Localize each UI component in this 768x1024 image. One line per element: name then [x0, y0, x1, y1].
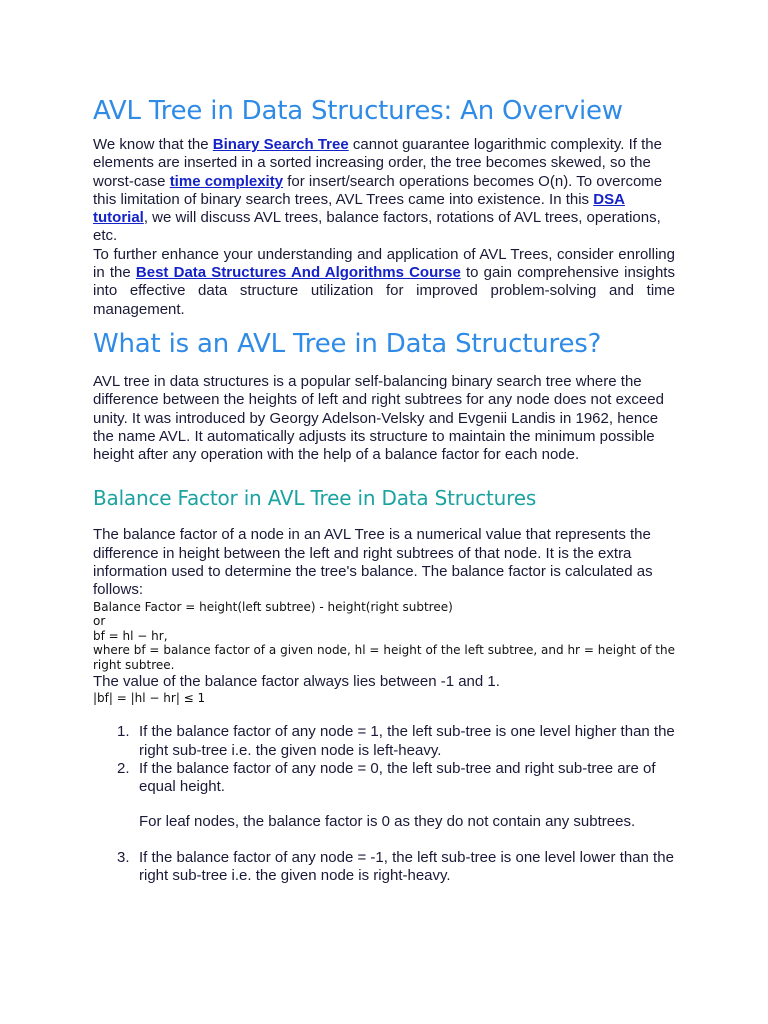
list-item: 2. If the balance factor of any node = 0, the left sub-tree and right sub-tree are of equal height. For leaf nodes, the balance factor is 0 as they do not contain any subtrees.: [93, 760, 675, 832]
formula-explanation: where bf = balance factor of a given node, hl = height of the left subtree, and hr = height of the right subtree.: [93, 643, 675, 673]
section-heading-what-is: What is an AVL Tree in Data Structures?: [93, 328, 602, 359]
dsa-course-link[interactable]: Best Data Structures And Algorithms Course: [135, 264, 461, 282]
list-subparagraph: For leaf nodes, the balance factor is 0 as they do not contain any subtrees.: [139, 813, 636, 831]
course-paragraph: To further enhance your understanding and application of AVL Trees, consider enrolling in the Best Data Structures And Algorithms Course to gain comprehensive insights into effective data structure utilization for improved problem-solving and time management.: [93, 245, 675, 318]
balance-factor-paragraph: The balance factor of a node in an AVL Tree is a numerical value that represents the difference in height between the left and right subtrees of that node. It is the extra information used to determine the tree's balance. The balance factor is calculated as follows:: [93, 526, 653, 599]
binary-search-tree-link[interactable]: Binary Search Tree: [212, 136, 349, 153]
range-formula: |bf| = |hl − hr| ≤ 1: [93, 690, 206, 705]
list-item: 3. If the balance factor of any node = -1, the left sub-tree is one level lower than the right sub-tree i.e. the given node is right-heavy.: [117, 848, 674, 884]
what-is-paragraph: AVL tree in data structures is a popular self-balancing binary search tree where the difference between the heights of left and right subtrees for any node does not exceed unity. It was introduced by Georgy Adelson-Velsky and Evgenii Landis in 1962, hence the name AVL. It automatically adjusts its structure to maintain the minimum possible height after any operation with the help of a balance factor for each node.: [93, 372, 664, 464]
range-text: The value of the balance factor always lies between -1 and 1.: [93, 672, 500, 690]
section-heading-balance-factor: Balance Factor in AVL Tree in Data Structures: [93, 486, 537, 511]
list-item: 1. If the balance factor of any node = 1, the left sub-tree is one level higher than the right sub-tree i.e. the given node is left-heavy.: [117, 723, 675, 759]
balance-factor-list: [93, 723, 675, 885]
dsa-tutorial-link[interactable]: DSA tutorial: [93, 190, 625, 227]
time-complexity-link[interactable]: time complexity: [169, 172, 284, 190]
formula-or: or: [93, 614, 106, 629]
formula-short: bf = hl − hr,: [93, 628, 168, 643]
intro-paragraph: We know that the Binary Search Tree cannot guarantee logarithmic complexity. If the elements are inserted in a sorted increasing order, the tree becomes skewed, so the worst-case time complexity for insert/search operations becomes O(n). To overcome this limitation of binary search trees, AVL Trees came into existence. In this DSA tutorial, we will discuss AVL trees, balance factors, rotations of AVL trees, operations, etc.: [93, 136, 663, 245]
page-title: AVL Tree in Data Structures: An Overview: [93, 96, 623, 126]
document-body: [93, 94, 675, 885]
formula-line: Balance Factor = height(left subtree) - height(right subtree): [93, 599, 453, 614]
formula-block: [93, 600, 675, 673]
